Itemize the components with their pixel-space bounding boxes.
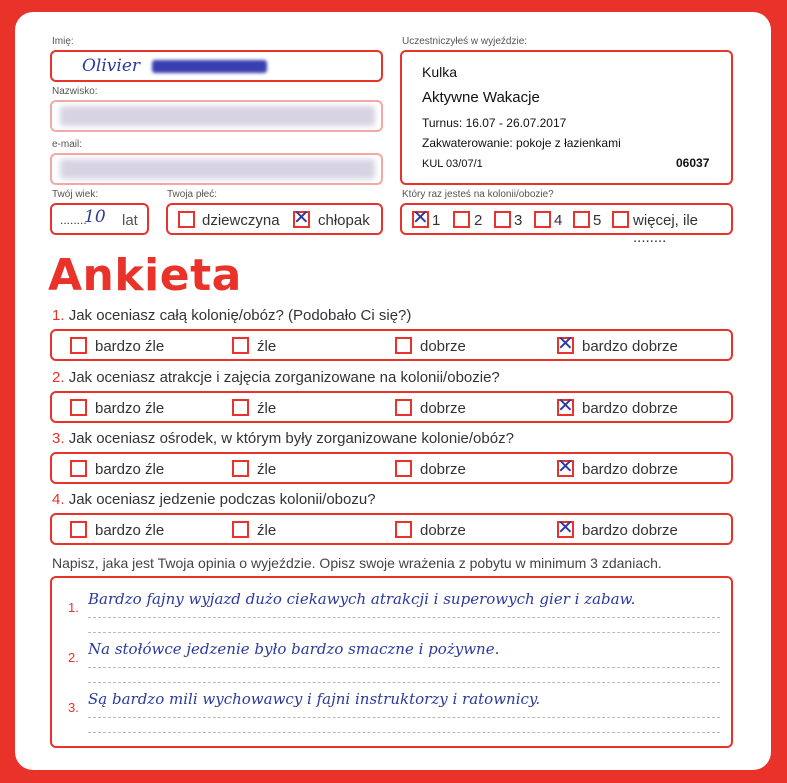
answer-checkbox[interactable]: [557, 393, 574, 417]
answer-checkbox[interactable]: [557, 454, 574, 478]
answer-option-label: dobrze: [420, 400, 466, 417]
answer-checkbox[interactable]: [70, 521, 87, 538]
answer-checkbox[interactable]: [70, 460, 87, 477]
answer-option-label: bardzo źle: [95, 338, 165, 355]
answer-option-label: źle: [257, 522, 277, 539]
gender-label: Twoja płeć:: [167, 189, 218, 200]
times-option-1: 1: [432, 212, 441, 229]
answer-checkbox[interactable]: [557, 515, 574, 539]
answer-checkbox[interactable]: [395, 399, 412, 416]
answer-row-3: [50, 452, 733, 484]
question-number: 1.: [52, 307, 65, 324]
writing-line: [88, 617, 720, 618]
gender-checkbox-boy[interactable]: ✕: [293, 205, 310, 229]
email-label: e-mail:: [52, 139, 83, 150]
trip-label: Uczestniczyłeś w wyjeździe:: [402, 36, 528, 47]
answer-option-label: dobrze: [420, 338, 466, 355]
times-option-4: 4: [554, 212, 563, 229]
times-checkbox-5[interactable]: [573, 211, 590, 228]
name-field[interactable]: [50, 50, 383, 82]
answer-checkbox[interactable]: [232, 399, 249, 416]
trip-box: [400, 50, 733, 185]
answer-checkbox[interactable]: [232, 521, 249, 538]
survey-title: Ankieta: [48, 250, 242, 301]
answer-row-1: [50, 329, 733, 361]
gender-field: [166, 203, 383, 235]
gender-checkbox-girl[interactable]: [178, 211, 195, 228]
answer-option-label: źle: [257, 461, 277, 478]
times-option-2: 2: [474, 212, 483, 229]
age-value: 10: [84, 207, 106, 227]
opinion-line-number: 1.: [68, 600, 79, 615]
age-unit: lat: [122, 212, 138, 229]
age-field[interactable]: [50, 203, 149, 235]
name-label: Imię:: [52, 36, 74, 47]
question-text: Jak oceniasz jedzenie podczas kolonii/obozu?: [68, 491, 376, 508]
answer-checkbox[interactable]: [70, 399, 87, 416]
answer-option-label: źle: [257, 338, 277, 355]
answer-row-2: [50, 391, 733, 423]
surname-field[interactable]: [50, 100, 383, 132]
redacted-surname: [60, 106, 375, 126]
answer-option-label: bardzo źle: [95, 400, 165, 417]
check-mark-icon: ✕: [557, 331, 574, 355]
redacted-email: [60, 159, 375, 179]
answer-option-label: bardzo dobrze: [582, 461, 678, 478]
writing-line: [88, 682, 720, 683]
answer-checkbox[interactable]: [395, 337, 412, 354]
times-checkbox-4[interactable]: [534, 211, 551, 228]
writing-line: [88, 732, 720, 733]
question-4: [52, 491, 376, 508]
times-checkbox-3[interactable]: [494, 211, 511, 228]
opinion-line-text: Są bardzo mili wychowawcy i fajni instruktorzy i ratownicy.: [88, 690, 541, 708]
check-mark-icon: ✕: [557, 393, 574, 417]
times-option-3: 3: [514, 212, 523, 229]
answer-row-4: [50, 513, 733, 545]
trip-number: 06037: [676, 156, 710, 170]
redacted-surname-ink: [152, 60, 267, 73]
opinion-line-text: Bardzo fajny wyjazd dużo ciekawych atrakcji i superowych gier i zabaw.: [88, 590, 636, 608]
trip-turnus: Turnus: 16.07 - 26.07.2017: [422, 116, 567, 130]
trip-accommodation: Zakwaterowanie: pokoje z łazienkami: [422, 136, 621, 150]
question-3: [52, 430, 514, 447]
question-text: Jak oceniasz atrakcje i zajęcia zorganizowane na kolonii/obozie?: [68, 369, 500, 386]
answer-checkbox[interactable]: [557, 331, 574, 355]
answer-option-label: bardzo dobrze: [582, 400, 678, 417]
question-2: [52, 369, 500, 386]
times-checkbox-2[interactable]: [453, 211, 470, 228]
trip-line2: Aktywne Wakacje: [422, 89, 540, 106]
answer-option-label: dobrze: [420, 522, 466, 539]
writing-line: [88, 717, 720, 718]
times-label: Który raz jesteś na kolonii/obozie?: [402, 189, 554, 200]
trip-line1: Kulka: [422, 64, 458, 80]
age-dots: ........: [60, 213, 87, 227]
age-label: Twój wiek:: [52, 189, 99, 200]
surname-label: Nazwisko:: [52, 86, 98, 97]
answer-option-label: bardzo źle: [95, 461, 165, 478]
times-option-more: więcej, ile ........: [633, 212, 699, 246]
answer-option-label: bardzo źle: [95, 522, 165, 539]
question-1: [52, 307, 411, 324]
opinion-prompt: Napisz, jaka jest Twoja opinia o wyjeździe. Opisz swoje wrażenia z pobytu w minimum 3 zdaniach.: [52, 555, 662, 571]
times-checkbox-more[interactable]: [612, 211, 629, 228]
question-number: 2.: [52, 369, 65, 386]
answer-checkbox[interactable]: [395, 521, 412, 538]
times-checkbox-1[interactable]: ✕: [412, 205, 429, 229]
question-number: 4.: [52, 491, 65, 508]
times-option-5: 5: [593, 212, 602, 229]
answer-option-label: źle: [257, 400, 277, 417]
answer-option-label: bardzo dobrze: [582, 338, 678, 355]
name-value: Olivier: [82, 56, 141, 76]
answer-option-label: dobrze: [420, 461, 466, 478]
opinion-line-text: Na stołówce jedzenie było bardzo smaczne i pożywne.: [88, 640, 500, 658]
trip-code: KUL 03/07/1: [422, 158, 483, 170]
answer-checkbox[interactable]: [232, 460, 249, 477]
writing-line: [88, 667, 720, 668]
question-number: 3.: [52, 430, 65, 447]
check-mark-icon: ✕: [557, 515, 574, 539]
answer-checkbox[interactable]: [70, 337, 87, 354]
times-field: [400, 203, 733, 246]
opinion-line-number: 2.: [68, 650, 79, 665]
question-text: Jak oceniasz ośrodek, w którym były zorganizowane kolonie/obóz?: [68, 430, 514, 447]
answer-option-label: bardzo dobrze: [582, 522, 678, 539]
answer-checkbox[interactable]: [232, 337, 249, 354]
answer-checkbox[interactable]: [395, 460, 412, 477]
writing-line: [88, 632, 720, 633]
gender-option-boy: chłopak: [318, 212, 370, 229]
email-field[interactable]: [50, 153, 383, 185]
opinion-line-number: 3.: [68, 700, 79, 715]
question-text: Jak oceniasz całą kolonię/obóz? (Podobało Ci się?): [68, 307, 412, 324]
check-mark-icon: ✕: [557, 454, 574, 478]
gender-option-girl: dziewczyna: [202, 212, 280, 229]
